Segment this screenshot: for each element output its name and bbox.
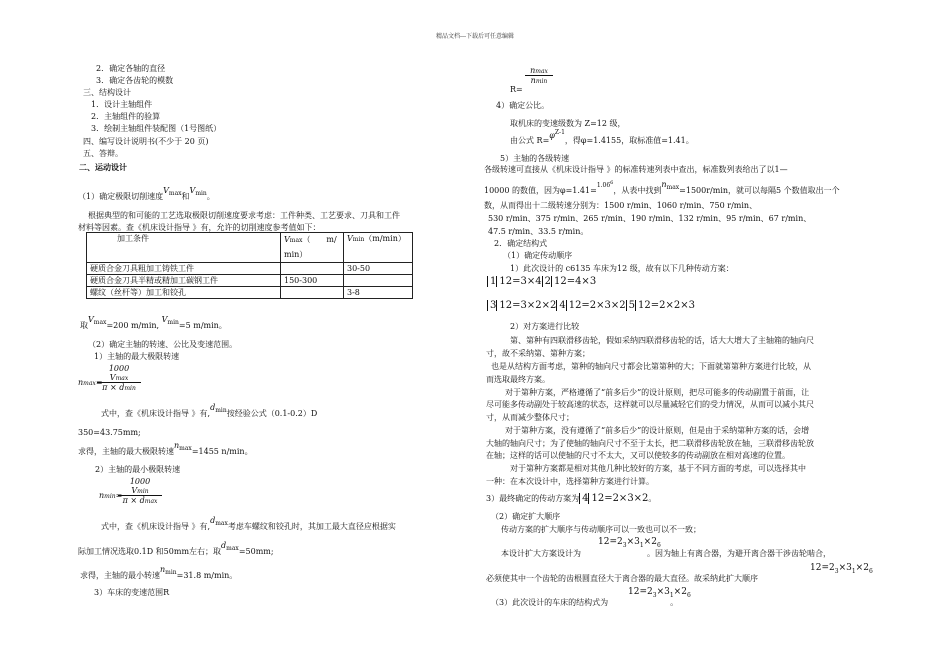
table-cell xyxy=(281,287,344,299)
outline-item: 三、结构设计 xyxy=(83,88,131,97)
paragraph: （1）确定传动顺序 xyxy=(503,251,573,260)
table-cell: 150-300 xyxy=(281,275,344,287)
paragraph: （2）确定主轴的转速、公比及变速范围。 xyxy=(88,340,238,349)
nmin-symbol: nmin= xyxy=(99,491,123,500)
table-header: 加工条件 xyxy=(87,233,281,263)
scheme-formula: 1 12=3×4 2 12=4×3 xyxy=(487,275,596,289)
nmax-symbol: nmax= xyxy=(78,378,103,387)
paragraph: 数，从而得出十二级转速分别为：1500 r/min、1060 r/min、750 r/min、 xyxy=(484,201,758,210)
paragraph: 寸，故不采纳第、第种方案； xyxy=(486,349,590,358)
paragraph: 寸，从而减少整体尺寸； xyxy=(486,413,574,422)
page-header: 精品文档---下载后可任意编辑 xyxy=(435,33,515,40)
table-row xyxy=(87,263,413,275)
paragraph: 第、第种有四联滑移齿轮，假如采纳四联滑移齿轮的话，话大大增大了主轴箱的轴向尺 xyxy=(510,336,814,345)
table-cell: 3-8 xyxy=(344,287,413,299)
paragraph: 47.5 r/min、33.5 r/min。 xyxy=(488,227,589,236)
outline-item: 1．设计主轴组件 xyxy=(91,100,153,109)
paragraph: 尽可能多传动副处于较高速的状态，这样就可以尽量减轻它们的受力情况，从而可以减小其尺 xyxy=(486,400,814,409)
table-cell xyxy=(344,275,413,287)
scheme-formula: 3 12=3×2×2 4 12=2×3×2 5 12=2×2×3 xyxy=(487,299,695,313)
paragraph: 传动方案的扩大顺序与传动顺序可以一致也可以不一致； xyxy=(501,525,701,534)
paragraph: 530 r/min、375 r/min、265 r/min、190 r/min、132 r/min、95 r/min、67 r/min、 xyxy=(488,214,812,223)
final-scheme: 3）最终确定的传动方案为 4 12=2×3×2。 xyxy=(486,493,657,504)
table-cell xyxy=(281,263,344,275)
paragraph: 式中，查《机床设计指导 》有$,d^{min}$按经验公式（0.1-0.2）D xyxy=(101,403,318,418)
paragraph: 求得，主轴的最小转速$n^{min}=31.8$ m/min。 xyxy=(80,565,238,580)
paragraph: 一种：在本次设计中，选择第种方案进行计算。 xyxy=(486,477,654,486)
table-cell: 硬质合金刀具粗加工铸铁工件 xyxy=(87,263,281,275)
paragraph: 对于第种方案都是相对其他几种比较好的方案，基于不同方面的考虑，可以选择其中 xyxy=(510,464,806,473)
r-formula: nmax nmin xyxy=(525,66,553,85)
paragraph: 2）对方案进行比较 xyxy=(510,322,580,331)
paragraph: 求得，主轴的最大极限转速$n^{max}=1455$ n/min。 xyxy=(78,441,253,456)
paragraph: 4）确定公比。 xyxy=(496,101,550,110)
outline-item: 3．确定各齿轮的模数 xyxy=(96,76,174,85)
structure-formula: $12=2_3\times 3_1\times 2_6$ xyxy=(628,587,691,599)
paragraph: 2．确定结构式 xyxy=(494,239,548,248)
outline-item: 2．主轴组件的验算 xyxy=(91,112,161,121)
outline-item: 3．绘制主轴组件装配图（1号图纸） xyxy=(91,124,222,133)
paragraph: 也是从结构方面考虑，第种的轴向尺寸都会比第第种的大；下面就第第种方案进行比较，从 xyxy=(491,362,811,371)
paragraph: 必须使其中一个齿轮的齿根圆直径大于离合器的最大直径。故采纳此扩大顺序 xyxy=(486,574,758,583)
paragraph: 材料等因素。查《机床设计指导 》有，允许的切削速度参考值如下： xyxy=(78,223,321,232)
paragraph: 对于第种方案，严格遵循了“前多后少”的设计原则，把尽可能多的传动副置于前面，让 xyxy=(505,388,810,397)
paragraph: 而选取最终方案。 xyxy=(486,375,550,384)
table-header: Vmin（m/min） xyxy=(344,233,413,263)
outline-item: 五、答辩。 xyxy=(83,149,123,158)
paragraph: 根据典型的和可能的工艺选取极限切削速度要求考虑：工件种类、工艺要求、刀具和工件 xyxy=(88,211,400,220)
paragraph: （3）此次设计的车床的结构式为 。 xyxy=(491,598,679,607)
table-cell: 螺纹（丝杆等）加工和铰孔 xyxy=(87,287,281,299)
paragraph: 3）车床的变速范围R xyxy=(94,588,170,597)
paragraph: 大轴的轴向尺寸；为了使轴的轴向尺寸不至于太长，把二联滑移齿轮放在轴，三联滑移齿轮放 xyxy=(486,439,814,448)
table-header: Vmax（ m/ min） xyxy=(281,233,344,263)
paragraph: 由公式 $R=\varphi^{Z-1}$，得φ=1.4155，取标准值=1.41。 xyxy=(510,129,694,145)
nmin-formula: 1000 Vmin π × dmax xyxy=(118,477,162,505)
outline-item: 四、编写设计说明书(不少于 20 页) xyxy=(83,137,209,146)
paragraph: 际加工情况选取0.1D 和50mm左右；取$d^{max}=50mm$; xyxy=(78,541,274,556)
nmax-formula: 1000 Vmax π × dmin xyxy=(97,364,141,392)
paragraph: 取机床的变速级数为 Z=12 级， xyxy=(510,119,626,128)
paragraph: 式中，查《机床设计指导 》有$,d^{max}$考虑车螺纹和铰孔时，其加工最大直径应根据实 xyxy=(101,516,396,531)
table-cell: 硬质合金刀具半精或精加工碳钢工件 xyxy=(87,275,281,287)
paragraph: （2）确定扩大顺序 xyxy=(491,512,561,521)
paragraph: 1）主轴的最大极限转速 xyxy=(94,352,180,361)
table-row xyxy=(87,275,413,287)
chosen-speeds: 取$V^{max}=200$ m/min, $V^{min}=5$ m/min。 xyxy=(80,315,227,330)
para-speed-heading: （1）确定极限切削速度$V^{max}$和$V^{min}$。 xyxy=(78,186,215,201)
table-header-row xyxy=(87,233,413,263)
table-row xyxy=(87,287,413,299)
paragraph: 各级转速可直接从《机床设计指导 》的标准转速列表中查出，标准数列表给出了以1— xyxy=(484,165,788,174)
paragraph: 在轴；这样的话可以使轴的尺寸不太大，又可以使较多的传动副放在相对高速的位置。 xyxy=(486,451,790,460)
section-heading: 二、运动设计 xyxy=(79,162,127,172)
paragraph: 2）主轴的最小极限转速 xyxy=(95,465,181,474)
paragraph: 本设计扩大方案设计为 。因为轴上有离合器，为避开离合器干涉齿轮啮合， xyxy=(501,549,831,558)
paragraph: 1）此次设计的 c6135 车床为12 级，故有以下几种传动方案： xyxy=(510,264,734,273)
expansion-formula: $12=2_3\times 3_1\times 2_6$ xyxy=(598,537,661,549)
cutting-speed-table xyxy=(86,232,413,299)
paragraph: 对于第种方案，没有遵循了“前多后少”的设计原则，但是由于采纳第种方案的话，会增 xyxy=(505,426,810,435)
paragraph: 5）主轴的各级转速 xyxy=(500,154,570,163)
paragraph: 10000 的数值，因为φ=1.41=$^{1.066}$，从表中找到$n^{max}=1500r/\min$，就可以每隔5 个数值取出一个 xyxy=(484,180,840,195)
r-symbol: R= xyxy=(510,85,523,94)
expansion-formula: $12=2_3\times 3_1\times 2_6$ xyxy=(810,563,873,575)
table-cell: 30-50 xyxy=(344,263,413,275)
outline-item: 2．确定各轴的直径 xyxy=(96,64,166,73)
paragraph: 350=43.75mm; xyxy=(78,428,141,437)
